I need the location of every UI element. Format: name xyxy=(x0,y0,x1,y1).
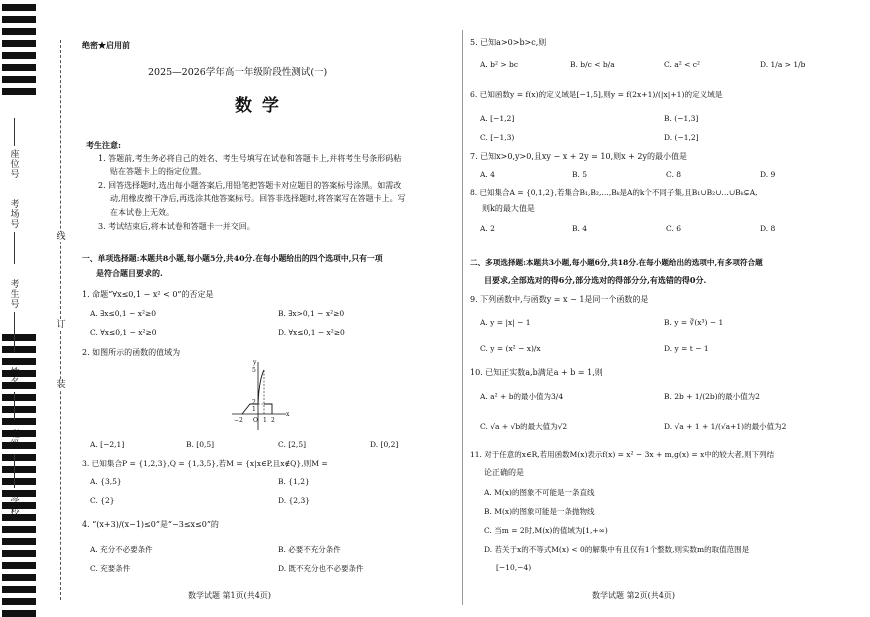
binding-stripe xyxy=(2,16,36,23)
subject-title: 数 学 xyxy=(235,96,281,116)
question-7: 7. 已知x>0,y>0,且xy − x + 2y = 10,则x + 2y的最小值是 xyxy=(470,152,688,161)
binding-stripe xyxy=(2,40,36,47)
notes-title: 考生注意: xyxy=(86,140,121,150)
note-line: 在本试卷上无效。 xyxy=(110,208,174,217)
q1-option-c: C. ∀x≤0,1 − x²≥0 xyxy=(90,328,157,337)
question-8: 8. 已知集合A = {0,1,2},若集合B₁,B₂,…,Bₖ是A的k个不同子集,且B₁∪B₂∪…∪Bₖ⊊A, xyxy=(470,188,758,197)
q6-option-b: B. (−1,3] xyxy=(664,114,699,123)
q3-option-a: A. {3,5} xyxy=(90,477,122,486)
q10-option-d: D. √a + 1 + 1/(√a+1)的最小值为2 xyxy=(664,422,787,431)
q10-option-a: A. a² + b的最小值为3/4 xyxy=(480,392,564,401)
note-line: 2. 回答选择题时,选出每小题答案后,用铅笔把答题卡对应题目的答案标号涂黑。如需改 xyxy=(98,181,402,190)
binding-class-label: 班级 xyxy=(10,430,20,450)
binding-stripe xyxy=(2,526,36,533)
q3-option-c: C. {2} xyxy=(90,496,115,505)
question-6: 6. 已知函数y = f(x)的定义域是[−1,5],则y = f(2x+1)/(|x|+1)的定义域是 xyxy=(470,90,723,99)
q11-option-d-cont: [−10,−4) xyxy=(496,563,532,572)
q2-option-b: B. [0,5] xyxy=(186,440,215,449)
binding-stripe xyxy=(2,64,36,71)
q7-option-a: A. 4 xyxy=(480,170,495,179)
binding-stripe xyxy=(2,418,36,425)
q4-option-a: A. 充分不必要条件 xyxy=(90,545,153,554)
binding-stripe xyxy=(2,4,36,11)
graph-tick-y1: 1 xyxy=(252,406,256,413)
room-field-line xyxy=(14,232,15,264)
q1-option-b: B. ∃x>0,1 − x²≥0 xyxy=(278,309,345,318)
binding-room-label: 考场号 xyxy=(10,200,20,230)
q10-option-b: B. 2b + 1/(2b)的最小值为2 xyxy=(664,392,760,401)
q4-option-c: C. 充要条件 xyxy=(90,564,131,573)
binding-stripe xyxy=(2,586,36,593)
question-10: 10. 已知正实数a,b满足a + b = 1,则 xyxy=(470,368,603,377)
q1-option-a: A. ∃x≤0,1 − x²≥0 xyxy=(90,309,157,318)
exam-title: 2025—2026学年高一年级阶段性测试(一) xyxy=(148,67,328,78)
seat-field-line xyxy=(14,118,15,146)
q8-option-b: B. 4 xyxy=(572,224,588,233)
binding-stripe xyxy=(2,574,36,581)
exam-no-field-line xyxy=(14,312,15,352)
binding-stripe xyxy=(2,406,36,413)
graph-tick-2: 2 xyxy=(271,417,275,424)
binding-stripe xyxy=(2,598,36,605)
binding-pack-char: 装 xyxy=(56,380,66,390)
note-line: 贴在答题卡上的指定位置。 xyxy=(110,167,206,176)
binding-seat-label: 座位号 xyxy=(10,150,20,180)
q8-option-a: A. 2 xyxy=(480,224,495,233)
q8-option-d: D. 8 xyxy=(760,224,776,233)
q11-option-d: D. 若关于x的不等式M(x) < 0的解集中有且仅有1个整数,则实数m的取值范围是 xyxy=(484,545,750,554)
graph-tick-y5: 5 xyxy=(252,367,256,374)
q11-option-c: C. 当m = 2时,M(x)的值域为[1,+∞) xyxy=(484,526,608,535)
q3-option-b: B. {1,2} xyxy=(278,477,310,486)
q8-option-c: C. 6 xyxy=(666,224,682,233)
q11-option-a: A. M(x)的图象不可能是一条直线 xyxy=(484,488,595,497)
q9-option-d: D. y = t − 1 xyxy=(664,344,709,353)
section1-header-cont: 是符合题目要求的. xyxy=(96,268,163,278)
q1-option-d: D. ∀x≤0,1 − x²≥0 xyxy=(278,328,345,337)
binding-stripe xyxy=(2,346,36,353)
graph-tick-y2: 2 xyxy=(252,399,256,406)
q2-option-d: D. [0,2] xyxy=(370,440,399,449)
q10-option-c: C. √a + √b的最大值为√2 xyxy=(480,422,568,431)
binding-stripe xyxy=(2,76,36,83)
question-11: 11. 对于任意的x∈R,若用函数M(x)表示f(x) = x² − 3x + m,g(x) = x中的较大者,则下列结 xyxy=(470,450,775,459)
q4-option-b: B. 必要不充分条件 xyxy=(278,545,341,554)
binding-stripe xyxy=(2,538,36,545)
q2-option-a: A. [−2,1] xyxy=(90,440,125,449)
question-3: 3. 已知集合P = {1,2,3},Q = {1,3,5},若M = {x|x∈P,且x∉Q},则M = xyxy=(82,459,328,468)
q6-option-c: C. [−1,3) xyxy=(480,133,515,142)
note-line: 3. 考试结束后,将本试卷和答题卡一并交回。 xyxy=(98,222,255,231)
binding-stripe xyxy=(2,562,36,569)
q11-option-b: B. M(x)的图象可能是一条抛物线 xyxy=(484,507,595,516)
question-1: 1. 命题“∀x≤0,1 − x² < 0”的否定是 xyxy=(82,290,214,299)
binding-stripe xyxy=(2,478,36,485)
binding-stripe xyxy=(2,550,36,557)
page2-footer: 数学试题 第2页(共4页) xyxy=(592,591,675,600)
binding-exam-no-label: 考生号 xyxy=(10,280,20,310)
name-field-line xyxy=(14,392,15,420)
question-4: 4. “(x+3)/(x−1)≤0”是“−3≤x≤0”的 xyxy=(82,520,219,529)
binding-stripe xyxy=(2,52,36,59)
graph-tick-1: 1 xyxy=(263,417,267,424)
q7-option-c: C. 8 xyxy=(666,170,682,179)
q5-option-c: C. a² < c² xyxy=(664,60,700,69)
binding-stripe xyxy=(2,466,36,473)
note-line: 动,用橡皮擦干净后,再选涂其他答案标号。回答非选择题时,将答案写在答题卡上。写 xyxy=(110,194,406,203)
question-2: 2. 如图所示的函数的值域为 xyxy=(82,348,181,357)
page-divider xyxy=(462,30,463,605)
q6-option-d: D. (−1,2] xyxy=(664,133,699,142)
q9-option-a: A. y = |x| − 1 xyxy=(480,318,531,327)
q2-option-c: C. [2,5] xyxy=(278,440,307,449)
section1-header: 一、单项选择题:本题共8小题,每小题5分,共40分.在每小题给出的四个选项中,只有一项 xyxy=(82,254,383,263)
q3-option-d: D. {2,3} xyxy=(278,496,310,505)
graph-tick-neg2: −2 xyxy=(234,417,243,424)
binding-stripe xyxy=(2,490,36,497)
binding-name-label: 姓名 xyxy=(10,368,20,388)
question-5: 5. 已知a>0>b>c,则 xyxy=(470,38,547,47)
q4-option-d: D. 既不充分也不必要条件 xyxy=(278,564,364,573)
q9-option-b: B. y = ∛(x³) − 1 xyxy=(664,318,724,327)
secret-label: 绝密★启用前 xyxy=(82,40,130,50)
binding-stripe xyxy=(2,88,36,95)
page1-footer: 数学试题 第1页(共4页) xyxy=(188,591,271,600)
section2-header-cont: 目要求,全部选对的得6分,部分选对的得部分分,有选错的得0分. xyxy=(484,275,707,285)
graph-y-label: y xyxy=(253,359,257,366)
graph-origin-label: O xyxy=(253,417,258,424)
section2-header: 二、多项选择题:本题共3小题,每小题6分,共18分.在每小题给出的选项中,有多项符合题 xyxy=(470,258,763,267)
binding-stripe xyxy=(2,454,36,461)
question-9: 9. 下列函数中,与函数y = x − 1是同一个函数的是 xyxy=(470,295,649,304)
q5-option-d: D. 1/a > 1/b xyxy=(760,60,806,69)
q6-option-a: A. [−1,2] xyxy=(480,114,515,123)
q7-option-b: B. 5 xyxy=(572,170,588,179)
note-line: 1. 答题前,考生务必将自己的姓名、考生号填写在试卷和答题卡上,并将考生号条形码粘 xyxy=(98,154,402,163)
binding-order-char: 订 xyxy=(56,320,66,330)
question-8-cont: 则k的最大值是 xyxy=(482,204,535,213)
q9-option-c: C. y = (x² − x)/x xyxy=(480,344,541,353)
graph-x-label: x xyxy=(286,411,290,418)
binding-stripe xyxy=(2,334,36,341)
q5-option-b: B. b/c < b/a xyxy=(570,60,615,69)
question-11-cont: 论正确的是 xyxy=(484,468,524,477)
q5-option-a: A. b² > bc xyxy=(480,60,519,69)
binding-school-label: 学校 xyxy=(10,498,20,518)
q7-option-d: D. 9 xyxy=(760,170,776,179)
class-field-line xyxy=(14,454,15,488)
binding-line-char: 线 xyxy=(56,232,66,242)
binding-stripe xyxy=(2,358,36,365)
binding-stripe xyxy=(2,28,36,35)
binding-stripe xyxy=(2,394,36,401)
